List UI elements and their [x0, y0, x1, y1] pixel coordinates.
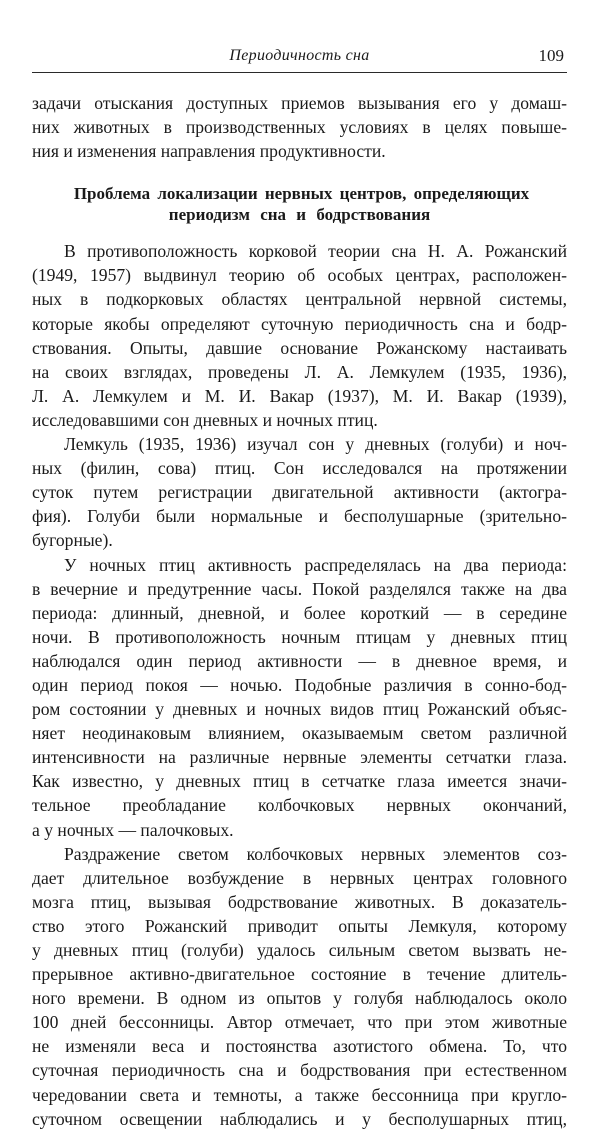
- section-heading-line: Проблема локализации нервных центров, определяющих: [73, 184, 530, 204]
- text-line: фия). Голуби были нормальные и бесполушарные (зрительно-: [32, 506, 567, 527]
- running-title: Периодичность сна: [229, 47, 370, 64]
- text-line: Раздражение светом колбочковых нервных элементов соз-: [64, 843, 567, 864]
- text-line: которые якобы определяют суточную периодичность сна и бодр-: [32, 313, 567, 334]
- text-line: них животных в производственных условиях в целях повыше-: [32, 117, 567, 138]
- text-line: Лемкуль (1935, 1936) изучал сон у дневных (голуби) и ноч-: [64, 434, 567, 455]
- paragraph-lemkul-study: [32, 432, 567, 552]
- text-line: (1949, 1957) выдвинул теорию об особых центрах, расположен-: [32, 265, 567, 286]
- running-header: [32, 44, 567, 68]
- text-line: прерывное активно-двигательное состояние в течение длитель-: [32, 964, 567, 985]
- text-line: задачи отыскания доступных приемов вызывания его у домаш-: [32, 93, 567, 113]
- text-line: 100 дней бессонницы. Автор отмечает, что при этом животные: [32, 1012, 567, 1033]
- section-heading-line: периодизм сна и бодрствования: [168, 205, 431, 225]
- header-rule: [32, 72, 567, 73]
- text-line: на своих взглядах, проведены Л. А. Лемкулем (1935, 1936),: [32, 361, 567, 382]
- text-line: мозга птиц, вызывая бодрствование животных. В доказатель-: [32, 891, 567, 912]
- text-line: В противоположность корковой теории сна Н. А. Рожанский: [64, 241, 567, 262]
- text-line: а у ночных — палочковых.: [32, 819, 234, 840]
- paragraph-rozhansky-theory: [32, 239, 567, 432]
- book-page: [32, 44, 567, 1131]
- text-line: дает длительное возбуждение в нервных центрах головного: [32, 867, 567, 888]
- text-line: ния и изменения направления продуктивности.: [32, 141, 386, 162]
- text-line: чередовании света и темноты, а также бессонница при кругло-: [32, 1084, 567, 1105]
- paragraph-light-stimulation: [32, 842, 567, 1131]
- text-line: ного времени. В одном из опытов у голубя наблюдалось около: [32, 988, 567, 1009]
- paragraph-night-birds: [32, 553, 567, 842]
- text-line: не изменяли веса и постоянства азотистого обмена. То, что: [32, 1036, 567, 1057]
- page-number: 109: [538, 46, 564, 65]
- text-line: суточная периодичность сна и бодрствования при естественном: [32, 1060, 567, 1081]
- text-line: суток путем регистрации двигательной активности (актогра-: [32, 482, 567, 503]
- text-line: У ночных птиц активность распределялась на два периода:: [64, 554, 567, 575]
- text-line: ночи. В противоположность ночным птицам у дневных птиц: [32, 626, 567, 647]
- section-heading: [32, 183, 567, 225]
- text-line: периода: длинный, дневной, и более короткий — в середине: [32, 602, 567, 623]
- text-line: ром состоянии у дневных и ночных видов птиц Рожанский объяс-: [32, 699, 567, 720]
- text-line: ствования. Опыты, давшие основание Рожанскому настаивать: [32, 337, 567, 358]
- text-line: бугорные).: [32, 530, 113, 551]
- text-line: в вечерние и предутренние часы. Покой разделялся также на два: [32, 578, 567, 599]
- text-line: интенсивности на различные нервные элементы сетчатки глаза.: [32, 747, 567, 768]
- text-line: у дневных птиц (голуби) удалось сильным светом вызвать не-: [32, 940, 567, 960]
- text-line: наблюдался один период активности — в дневное время, и: [32, 650, 567, 671]
- text-line: исследовавшими сон дневных и ночных птиц.: [32, 409, 378, 430]
- text-line: Как известно, у дневных птиц в сетчатке глаза имеется значи-: [32, 771, 567, 792]
- text-line: тельное преобладание колбочковых нервных окончаний,: [32, 795, 567, 816]
- text-line: ных (филин, сова) птиц. Сон исследовался на протяжении: [32, 458, 567, 479]
- text-line: няет неодинаковым влиянием, оказываемым светом различной: [32, 723, 567, 744]
- text-line: Л. А. Лемкулем и М. И. Вакар (1937), М. И. Вакар (1939),: [32, 385, 567, 406]
- text-line: суточном освещении наблюдались и у бесполушарных птиц,: [32, 1108, 567, 1129]
- text-line: один период покоя — ночью. Подобные различия в сонно-бод-: [32, 674, 567, 695]
- paragraph-continuation: [32, 91, 567, 163]
- text-line: ство этого Рожанский приводит опыты Лемкуля, которому: [32, 915, 567, 936]
- text-line: ных в подкорковых областях центральной нервной системы,: [32, 289, 567, 310]
